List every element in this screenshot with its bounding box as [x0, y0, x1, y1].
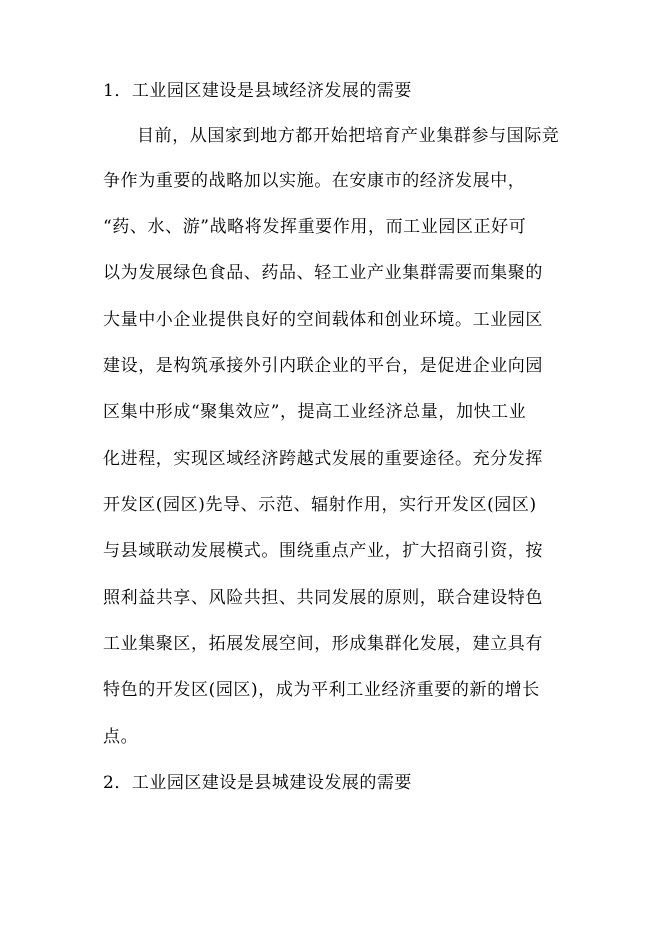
paragraph-line: 照利益共享、风险共担、共同发展的原则，联合建设特色 — [103, 588, 543, 608]
paragraph-line: 开发区(园区)先导、示范、辐射作用，实行开发区(园区) — [103, 495, 537, 515]
paragraph-line: 目前，从国家到地方都开始把培育产业集群参与国际竞 — [137, 126, 560, 146]
paragraph-line: 与县域联动发展模式。围绕重点产业，扩大招商引资，按 — [103, 541, 543, 561]
paragraph-line: 区集中形成“聚集效应”，提高工业经济总量，加快工业 — [103, 402, 527, 422]
section-1-heading: 1．工业园区建设是县域经济发展的需要 — [103, 81, 412, 101]
section-2-heading: 2．工业园区建设是县城建设发展的需要 — [103, 773, 412, 793]
paragraph-line: 争作为重要的战略加以实施。在安康市的经济发展中， — [103, 171, 526, 191]
paragraph-line: 工业集聚区，拓展发展空间，形成集群化发展，建立具有 — [103, 634, 543, 654]
paragraph-line: 建设，是构筑承接外引内联企业的平台，是促进企业向园 — [103, 356, 543, 376]
paragraph-line: 化进程，实现区域经济跨越式发展的重要途径。充分发挥 — [103, 449, 543, 469]
paragraph-line: 特色的开发区(园区)，成为平利工业经济重要的新的增长 — [103, 680, 540, 700]
paragraph-line: 点。 — [103, 727, 139, 747]
paragraph-line: 以为发展绿色食品、药品、轻工业产业集群需要而集聚的 — [103, 263, 543, 283]
paragraph-line: 大量中小企业提供良好的空间载体和创业环境。工业园区 — [103, 310, 543, 330]
paragraph-line: “药、水、游”战略将发挥重要作用，而工业园区正好可 — [103, 217, 527, 237]
